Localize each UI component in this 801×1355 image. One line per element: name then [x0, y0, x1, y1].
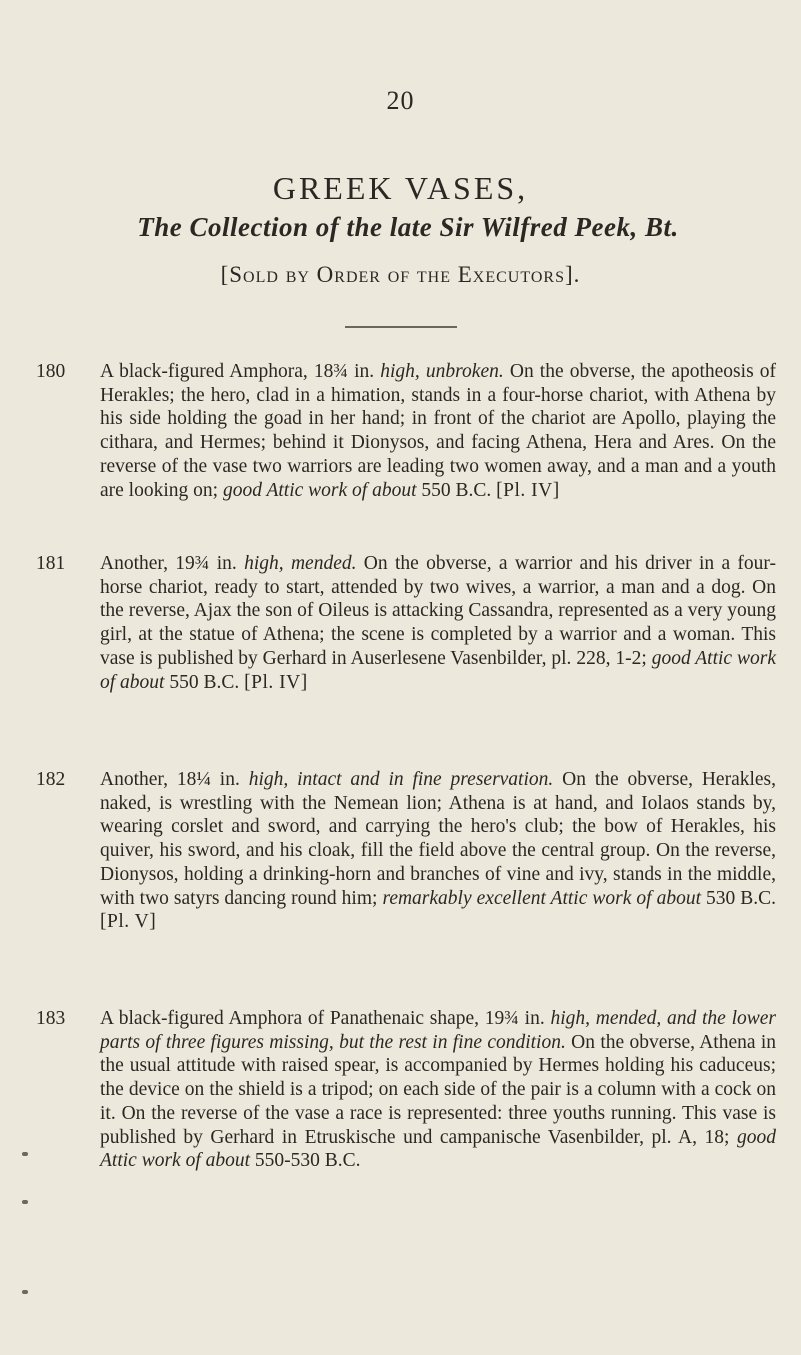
lot-attribution: good Attic work of about: [100, 1126, 777, 1172]
lot-body: On the obverse, a warrior and his driver in a four-horse chariot, ready to start, attended by two wives, a warrior, a man and a dog. On the reverse, Ajax the son of Oileus is attacking Cassandra, represented as a very young girl, at the statue of Athena; the scene is completed by a warrior and a woman. This vase is published by Gerhard in Auserlesene Vasenbilder, pl. 228, 1-2;: [100, 553, 776, 669]
lot-attribution: good Attic work of about: [100, 647, 777, 693]
lot-body: On the obverse, Herakles, naked, is wrestling with the Nemean lion; Athena is at hand, and Iolaos stands by, wearing corslet and sword, and carrying the hero's club; the bow of Herakles, his quiver, his sword, and his cloak, fill the field above the central group. On the reverse, Dionysos, holding a drinking-horn and branches of vine and ivy, stands in the middle, with two satyrs dancing round him;: [100, 769, 777, 909]
lot-date: 550 B.C.: [421, 479, 492, 501]
lot-attribution: remarkably excellent Attic work of about: [382, 887, 701, 909]
lot-description: [100, 1007, 776, 1173]
lot-entry-180: [36, 360, 776, 502]
lot-lead: A black-figured Amphora of Panathenaic shape, 19¾ in.: [100, 1008, 545, 1029]
collection-subtitle: The Collection of the late Sir Wilfred Peek, Bt.: [137, 212, 679, 242]
lot-body: On the obverse, Athena in the usual attitude with raised spear, is accompanied by Hermes holding his caduceus; the device on the shield is a tripod; on each side of the pair is a column with a cock on it. On the reverse of the vase a race is represented: three youths running. This vase is published by Gerhard in Etruskische und campanische Vasenbilder, pl. A, 18;: [100, 1031, 776, 1148]
lot-lead: A black-figured Amphora, 18¾ in.: [100, 361, 375, 382]
lot-description: [100, 360, 776, 502]
lot-condition: high, mended, and the lower parts of three figures missing, but the rest in fine condition.: [100, 1008, 776, 1053]
lot-body: On the obverse, the apotheosis of Herakles; the hero, clad in a himation, stands in a four-horse chariot, with Athena by his side holding the goad in her hand; in front of the chariot are Apollo, playing the cithara, and Hermes; behind it Dionysos, and facing Athena, Hera and Ares. On the reverse of the vase two warriors are leading two women away, and a man and a youth are looking on;: [100, 361, 777, 501]
margin-mark: [22, 1290, 28, 1294]
lot-number: 181: [36, 553, 66, 574]
lot-condition: high, unbroken.: [380, 361, 504, 382]
lot-number: 183: [36, 1008, 66, 1029]
plate-reference: [Pl. V]: [100, 911, 157, 933]
plate-reference: [Pl. IV]: [244, 671, 308, 693]
lot-entry-183: [36, 1007, 776, 1173]
lot-attribution: good Attic work of about: [222, 479, 417, 501]
margin-mark: [22, 1152, 28, 1156]
margin-mark: [22, 1200, 28, 1204]
divider-rule: [345, 326, 457, 328]
page-title: GREEK VASES,: [272, 170, 529, 206]
lot-entry-182: [36, 768, 776, 934]
lot-condition: high, intact and in fine preservation.: [248, 769, 554, 790]
lot-date: 530 B.C.: [706, 887, 777, 909]
lot-lead: Another, 19¾ in.: [100, 553, 237, 574]
lot-date: 550 B.C.: [169, 671, 240, 693]
lot-description: [100, 768, 776, 934]
lot-condition: high, mended.: [244, 553, 357, 574]
lot-entry-181: [36, 552, 776, 694]
lot-number: 180: [36, 361, 66, 382]
lot-lead: Another, 18¼ in.: [100, 769, 240, 790]
plate-reference: [Pl. IV]: [496, 479, 560, 501]
lot-number: 182: [36, 769, 66, 790]
sale-note: [Sold by Order of the Executors].: [220, 262, 581, 287]
lot-date: 550-530 B.C.: [254, 1150, 361, 1172]
lot-description: [100, 552, 776, 694]
page-number: 20: [386, 86, 415, 115]
